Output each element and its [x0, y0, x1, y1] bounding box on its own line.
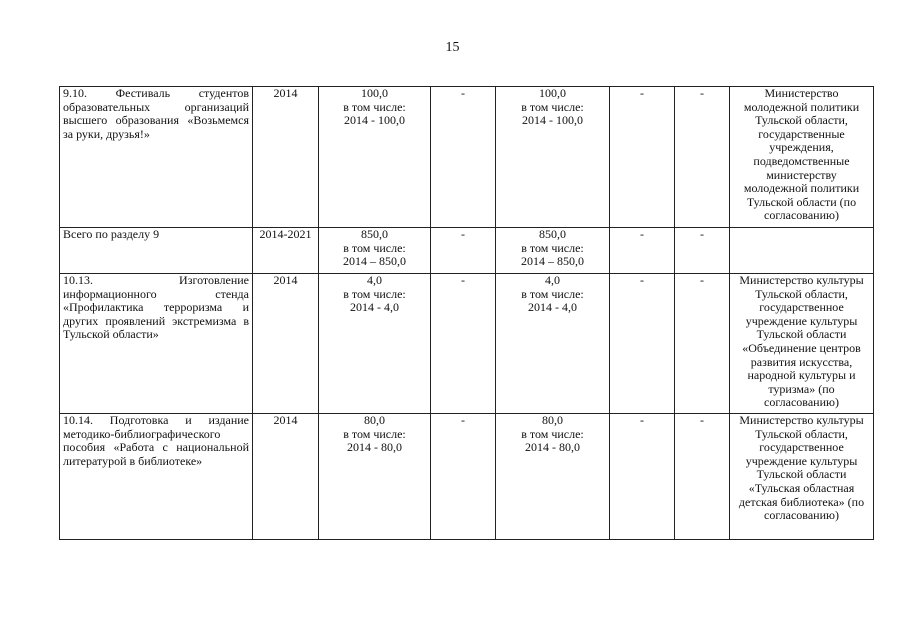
funding-col7-cell: - — [675, 87, 730, 228]
regional-year-amount: 2014 - 80,0 — [525, 440, 580, 455]
regional-amount: 80,0 — [542, 413, 563, 427]
page-number: 15 — [445, 40, 460, 55]
regional-year-amount: 2014 - 100,0 — [522, 113, 583, 128]
total-including-label: в том числе: — [343, 426, 406, 441]
table-row — [60, 87, 874, 228]
executor-cell: Министерство молодежной политики Тульской области, государственные учреждения, подведомственные министерству молодежной политики Тульской области (по согласованию) — [730, 87, 874, 228]
total-including-label: в том числе: — [343, 99, 406, 114]
regional-including-label: в том числе: — [521, 286, 584, 301]
regional-amount: 850,0 — [539, 227, 566, 241]
funding-col7-cell: - — [675, 414, 730, 540]
executor-cell: Министерство культуры Тульской области, государственное учреждение культуры Тульской области «Объединение центров развития искусства, народной культуры и туризма» (по согласованию) — [730, 274, 874, 414]
regional-including-label: в том числе: — [521, 99, 584, 114]
funding-col6-cell: - — [610, 228, 675, 274]
total-funding-cell — [319, 414, 431, 540]
total-including-label: в том числе: — [343, 286, 406, 301]
funding-col4-cell: - — [431, 87, 496, 228]
funding-col4-cell: - — [431, 414, 496, 540]
total-year-amount: 2014 - 100,0 — [344, 113, 405, 128]
table-row — [60, 228, 874, 274]
funding-col4-cell: - — [431, 228, 496, 274]
regional-including-label: в том числе: — [521, 426, 584, 441]
regional-amount: 4,0 — [545, 273, 560, 287]
regional-amount: 100,0 — [539, 86, 566, 100]
table-row — [60, 414, 874, 540]
total-amount: 100,0 — [361, 86, 388, 100]
regional-funding-cell — [496, 414, 610, 540]
event-name-cell: 10.14. Подготовка и издание методико-библиографического пособия «Работа с национальной литературой в библиотеке» — [60, 414, 253, 540]
funding-col6-cell: - — [610, 274, 675, 414]
funding-col7-cell: - — [675, 274, 730, 414]
total-funding-cell — [319, 228, 431, 274]
regional-year-amount: 2014 - 4,0 — [528, 300, 577, 315]
funding-col4-cell: - — [431, 274, 496, 414]
year-cell: 2014 — [253, 414, 319, 540]
section-total-name-cell: Всего по разделу 9 — [60, 228, 253, 274]
regional-funding-cell — [496, 228, 610, 274]
table-row — [60, 274, 874, 414]
regional-funding-cell — [496, 274, 610, 414]
total-year-amount: 2014 - 4,0 — [350, 300, 399, 315]
total-year-amount: 2014 - 80,0 — [347, 440, 402, 455]
regional-year-amount: 2014 – 850,0 — [521, 254, 584, 269]
funding-col6-cell: - — [610, 414, 675, 540]
regional-funding-cell — [496, 87, 610, 228]
funding-col6-cell: - — [610, 87, 675, 228]
year-cell: 2014-2021 — [253, 228, 319, 274]
event-name-cell: 9.10. Фестиваль студентов образовательных организаций высшего образования «Возьмемся за руки, друзья!» — [60, 87, 253, 228]
funding-col7-cell: - — [675, 228, 730, 274]
year-cell: 2014 — [253, 274, 319, 414]
total-amount: 850,0 — [361, 227, 388, 241]
total-amount: 4,0 — [367, 273, 382, 287]
event-name-cell: 10.13. Изготовление информационного стенда «Профилактика терроризма и других проявлений экстремизма в Тульской области» — [60, 274, 253, 414]
total-year-amount: 2014 – 850,0 — [343, 254, 406, 269]
executor-cell: Министерство культуры Тульской области, государственное учреждение культуры Тульской области «Тульская областная детская библиотека» (по согласованию) — [730, 414, 874, 540]
total-amount: 80,0 — [364, 413, 385, 427]
executor-cell — [730, 228, 874, 274]
total-funding-cell — [319, 274, 431, 414]
year-cell: 2014 — [253, 87, 319, 228]
total-funding-cell — [319, 87, 431, 228]
regional-including-label: в том числе: — [521, 240, 584, 255]
total-including-label: в том числе: — [343, 240, 406, 255]
program-table — [59, 86, 874, 540]
